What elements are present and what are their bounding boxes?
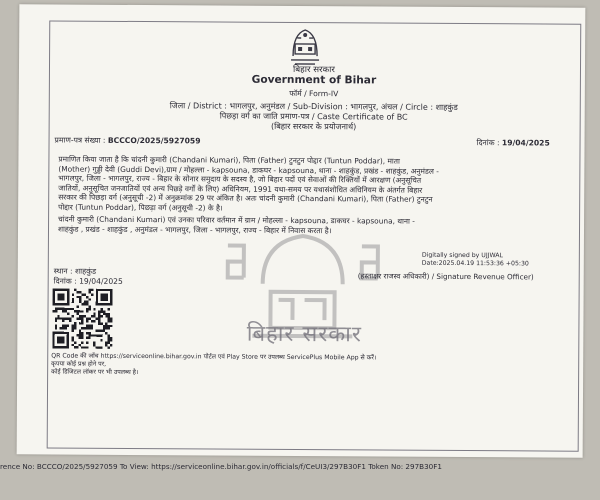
qr-code[interactable] bbox=[52, 288, 112, 348]
paragraph-1-line: सरकार की पिछड़ा वर्ग (अनुसूची -2) में अनुक्रमांक 29 पर अंकित है। अतः चांदनी कुमारी (Chandani Kumari), पिता (Father) टुनटुन bbox=[58, 192, 433, 205]
certificate-paragraph-1 bbox=[58, 155, 568, 216]
certificate-date: 19/04/2025 bbox=[501, 138, 550, 148]
state-emblem-icon bbox=[287, 26, 323, 66]
certificate-date-row bbox=[477, 138, 550, 147]
certificate-paper bbox=[17, 4, 586, 457]
footer-note-2: कृपया कोई प्रश्न होने पर, bbox=[51, 360, 107, 368]
reference-footer: rence No: BCCCO/2025/5927059 To View: https://serviceonline.bihar.gov.in/officials/f/CeUI3/297B30F1 Token No: 297B30F1 bbox=[0, 462, 442, 471]
watermark-text: बिहार सरकार bbox=[246, 321, 362, 348]
district-line: जिला / District : भागलपुर, अनुमंडल / Sub-Division : भागलपुर, अंचल / Circle : शाहकुंड bbox=[169, 101, 458, 112]
state-name-english: Government of Bihar bbox=[251, 73, 377, 87]
paragraph-2-line: चांदनी कुमारी (Chandani Kumari) एवं उनका परिवार वर्तमान में ग्राम / मोहल्ला - kapsouna, डाकघर - kapsouna, थाना - bbox=[58, 214, 416, 226]
paragraph-1-line: (Mother) गुड्डी देवी (Guddi Devi),ग्राम / मोहल्ला - kapsouna, डाकघर - kapsouna, थाना - शाहकुंड, प्रखंड - शाहकुंड, अनुमंडल - bbox=[58, 164, 439, 176]
digital-signature-name: Digitally signed by UJJWAL bbox=[421, 251, 503, 260]
paragraph-1-line: पोद्दार (Tuntun Poddar), पिछड़ा वर्ग (अनुसूची -2) के है। bbox=[58, 202, 223, 213]
certificate-number-row bbox=[55, 135, 201, 145]
certificate-date-label: दिनांक : bbox=[476, 138, 500, 148]
paragraph-1-line: प्रमाणित किया जाता है कि चांदनी कुमारी (Chandani Kumari), पिता (Father) टुनटुन पोद्दार (Tuntun Poddar), माता bbox=[58, 154, 400, 166]
issue-date: दिनांक : 19/04/2025 bbox=[53, 276, 123, 286]
officer-signature-label: (हस्ताक्षर राजस्व अधिकारी) / Signature Revenue Officer) bbox=[357, 271, 534, 282]
certificate-subtitle: (बिहार सरकार के प्रयोजनार्थ) bbox=[270, 121, 357, 132]
certificate-title: पिछड़ा वर्ग का जाति प्रमाण-पत्र / Caste Certificate of BC bbox=[219, 111, 408, 122]
certificate-number: BCCCO/2025/5927059 bbox=[107, 135, 201, 146]
certificate-number-label: प्रमाण-पत्र संख्या : bbox=[54, 135, 106, 145]
form-number: फॉर्म / Form-IV bbox=[289, 88, 339, 99]
certificate-paragraph-2 bbox=[58, 215, 568, 237]
digital-signature-date: Date:2025.04.19 11:53:36 +05:30 bbox=[421, 259, 529, 268]
qr-verification-note: QR Code की जाँच https://serviceonline.bihar.gov.in पोर्टल एवं Play Store पर उपलब्ध ServicePlus Mobile App से करें। bbox=[51, 352, 377, 362]
footer-note-3: कोई डिजिटल लॉकर पर भी उपलब्ध है। bbox=[51, 368, 139, 377]
paragraph-1-line: जातियों, अनुसूचित जनजातियों एवं अन्य पिछड़े वर्गों के लिए) अधिनियम, 1991 यथा-समय पर यथासंशोधित अधिनियम के अंतर्गत बिहार bbox=[58, 183, 423, 195]
paragraph-1-line: भागलपुर, जिला - भागलपुर, राज्य - बिहार के सोनार समुदाय के सदस्य है, जो बिहार पदों एवं सेवाओं की रिक्तियों में आरक्षण (अनुसूचित bbox=[58, 173, 422, 185]
state-name-hindi: बिहार सरकार bbox=[293, 64, 335, 76]
paragraph-2-line: शाहकुंड , प्रखंड - शाहकुंड , अनुमंडल - भागलपुर, जिला - भागलपुर, राज्य - बिहार में निवास करता है। bbox=[57, 224, 332, 235]
place: स्थान : शाहकुंड bbox=[53, 266, 97, 276]
